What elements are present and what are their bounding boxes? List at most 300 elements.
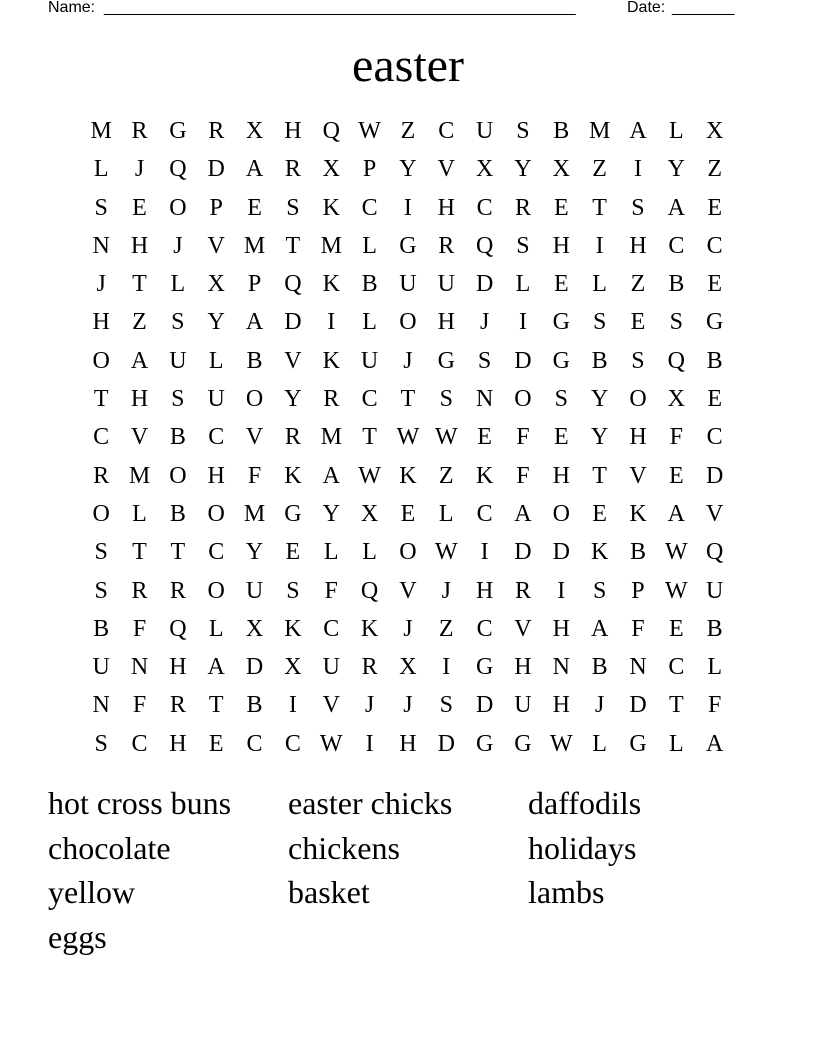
word-list-item: basket — [288, 874, 370, 911]
grid-letter: C — [706, 424, 723, 451]
grid-letter: T — [362, 424, 377, 451]
grid-letter: K — [475, 462, 494, 489]
grid-letter: U — [706, 577, 724, 604]
grid-row — [82, 533, 734, 571]
grid-letter: H — [437, 194, 455, 221]
grid-letter: R — [208, 118, 225, 144]
grid-row — [82, 303, 734, 341]
grid-letter: B — [706, 615, 723, 642]
grid-letter: L — [668, 730, 684, 757]
grid-letter: B — [706, 347, 723, 374]
grid-letter: X — [706, 118, 724, 144]
grid-letter: I — [480, 539, 489, 566]
grid-letter: R — [323, 386, 340, 413]
grid-letter: O — [169, 194, 187, 221]
grid-letter: X — [207, 271, 225, 298]
grid-letter: M — [90, 118, 112, 144]
grid-letter: A — [245, 309, 264, 336]
grid-letter: D — [475, 692, 494, 719]
grid-letter: R — [169, 692, 186, 719]
grid-letter: Q — [169, 156, 187, 183]
grid-letter: A — [667, 194, 685, 221]
grid-letter: L — [592, 730, 607, 757]
grid-letter: G — [169, 118, 187, 144]
grid-letter: Q — [284, 271, 302, 298]
grid-letter: D — [475, 271, 494, 298]
grid-letter: S — [94, 730, 108, 757]
grid-letter: P — [247, 271, 262, 298]
grid-letter: I — [518, 309, 527, 336]
grid-letter: O — [514, 386, 532, 413]
grid-letter: K — [322, 271, 340, 298]
grid-letter: F — [247, 462, 262, 489]
grid-letter: L — [208, 615, 224, 642]
grid-letter: Y — [590, 386, 609, 413]
grid-letter: F — [669, 424, 683, 451]
grid-letter: K — [399, 462, 417, 489]
grid-letter: J — [96, 271, 106, 298]
grid-letter: S — [554, 386, 568, 413]
grid-letter: O — [399, 309, 417, 336]
grid-letter: G — [629, 730, 647, 757]
grid-letter: X — [360, 500, 379, 527]
grid-letter: Z — [630, 271, 646, 298]
grid-letter: E — [132, 194, 147, 221]
grid-letter: T — [132, 271, 147, 298]
grid-letter: X — [284, 654, 302, 681]
grid-letter: A — [667, 500, 685, 527]
grid-letter: D — [514, 347, 532, 374]
grid-letter: N — [130, 654, 149, 681]
grid-letter: K — [360, 615, 379, 642]
grid-letter: T — [285, 232, 301, 259]
grid-letter: T — [400, 386, 416, 413]
grid-row — [82, 227, 734, 265]
grid-letter: X — [322, 156, 340, 183]
grid-letter: H — [514, 654, 532, 681]
grid-letter: Y — [399, 156, 417, 183]
grid-letter: H — [284, 118, 302, 144]
word-list-item: lambs — [528, 874, 605, 911]
grid-letter: U — [322, 654, 340, 681]
grid-letter: H — [552, 692, 570, 719]
grid-letter: L — [592, 271, 607, 298]
grid-letter: J — [364, 692, 375, 719]
grid-letter: V — [399, 577, 417, 604]
grid-letter: B — [629, 539, 646, 566]
grid-letter: Y — [514, 156, 532, 183]
grid-row — [82, 610, 734, 648]
grid-letter: X — [667, 386, 685, 413]
date-label: Date: — [627, 0, 666, 16]
grid-letter: V — [322, 692, 340, 719]
grid-letter: S — [94, 577, 108, 604]
grid-letter: G — [706, 309, 724, 336]
grid-letter: I — [288, 692, 297, 719]
grid-letter: L — [362, 539, 377, 566]
grid-letter: F — [516, 462, 530, 489]
grid-letter: A — [629, 118, 647, 144]
word-list-item: eggs — [48, 919, 107, 956]
grid-letter: W — [549, 730, 573, 757]
grid-letter: Z — [438, 462, 454, 489]
grid-letter: H — [207, 462, 225, 489]
grid-letter: T — [208, 692, 224, 719]
grid-letter: S — [171, 309, 185, 336]
grid-letter: I — [557, 577, 566, 604]
grid-letter: J — [403, 347, 413, 374]
grid-letter: I — [403, 194, 412, 221]
grid-letter: L — [208, 347, 224, 374]
grid-letter: Z — [400, 118, 416, 144]
grid-row — [82, 418, 734, 456]
grid-letter: P — [631, 577, 645, 604]
grid-letter: S — [631, 347, 645, 374]
grid-letter: U — [514, 692, 532, 719]
word-list-item: easter chicks — [288, 785, 453, 821]
grid-letter: K — [322, 347, 340, 374]
word-list-item: daffodils — [528, 785, 642, 821]
grid-letter: C — [706, 232, 723, 259]
grid-letter: P — [362, 156, 377, 183]
grid-letter: S — [439, 386, 453, 413]
grid-letter: S — [669, 309, 683, 336]
grid-letter: N — [552, 654, 570, 681]
grid-letter: E — [707, 386, 722, 413]
grid-letter: H — [629, 424, 647, 451]
grid-letter: G — [552, 347, 570, 374]
grid-letter: S — [631, 194, 645, 221]
grid-letter: Y — [245, 539, 264, 566]
grid-letter: S — [516, 118, 530, 144]
grid-letter: M — [320, 232, 342, 259]
grid-letter: D — [245, 654, 264, 681]
grid-letter: W — [319, 730, 343, 757]
grid-letter: M — [128, 462, 151, 489]
grid-letter: W — [396, 424, 420, 451]
grid-letter: R — [514, 577, 531, 604]
grid-letter: O — [552, 500, 570, 527]
grid-letter: F — [324, 577, 338, 604]
grid-letter: L — [132, 500, 147, 527]
grid-letter: D — [629, 692, 647, 719]
grid-letter: M — [588, 118, 611, 144]
grid-row — [82, 457, 734, 495]
grid-letter: G — [514, 730, 532, 757]
grid-row — [82, 112, 734, 150]
grid-letter: N — [92, 692, 110, 719]
grid-row — [82, 648, 734, 686]
grid-letter: U — [245, 577, 264, 604]
grid-letter: I — [327, 309, 336, 336]
grid-letter: C — [438, 118, 455, 144]
grid-letter: Y — [284, 386, 302, 413]
grid-row — [82, 265, 734, 303]
grid-letter: R — [169, 577, 186, 604]
grid-letter: C — [246, 730, 263, 757]
grid-letter: E — [592, 500, 607, 527]
grid-letter: O — [169, 462, 187, 489]
grid-row — [82, 495, 734, 533]
grid-letter: T — [170, 539, 186, 566]
grid-letter: B — [246, 347, 263, 374]
grid-letter: A — [514, 500, 532, 527]
grid-letter: D — [706, 462, 724, 489]
grid-letter: A — [207, 654, 225, 681]
grid-letter: G — [552, 309, 570, 336]
grid-letter: E — [668, 462, 684, 489]
grid-letter: C — [361, 386, 378, 413]
grid-letter: M — [243, 500, 266, 527]
grid-letter: K — [284, 615, 302, 642]
grid-letter: L — [323, 539, 339, 566]
grid-letter: O — [399, 539, 417, 566]
word-list-item: chocolate — [48, 829, 171, 866]
grid-letter: T — [668, 692, 684, 719]
grid-letter: H — [169, 730, 187, 757]
grid-letter: B — [591, 654, 608, 681]
grid-letter: G — [284, 500, 302, 527]
grid-letter: J — [173, 232, 183, 259]
grid-letter: J — [403, 615, 413, 642]
grid-letter: R — [93, 462, 110, 489]
grid-letter: T — [592, 462, 607, 489]
grid-letter: V — [245, 424, 264, 451]
grid-letter: V — [284, 347, 302, 374]
name-label: Name: — [48, 0, 96, 16]
grid-letter: K — [322, 194, 340, 221]
grid-letter: P — [209, 194, 223, 221]
grid-letter: E — [630, 309, 646, 336]
grid-letter: U — [475, 118, 494, 144]
grid-letter: M — [243, 232, 266, 259]
grid-letter: I — [633, 156, 642, 183]
grid-row — [82, 342, 734, 380]
grid-row — [82, 686, 734, 724]
grid-letter: A — [590, 615, 609, 642]
grid-letter: J — [594, 692, 605, 719]
grid-letter: Z — [592, 156, 607, 183]
grid-letter: U — [360, 347, 379, 374]
grid-letter: I — [365, 730, 374, 757]
grid-letter: G — [437, 347, 455, 374]
grid-letter: H — [437, 309, 455, 336]
grid-letter: W — [434, 424, 458, 451]
grid-letter: X — [245, 118, 264, 144]
grid-letter: H — [130, 386, 149, 413]
grid-letter: T — [93, 386, 109, 413]
grid-letter: U — [169, 347, 187, 374]
grid-letter: C — [476, 500, 493, 527]
grid-letter: L — [362, 232, 377, 259]
page-title: easter — [352, 39, 464, 92]
grid-letter: S — [286, 194, 300, 221]
grid-letter: A — [706, 730, 724, 757]
grid-letter: O — [207, 577, 225, 604]
grid-row — [82, 150, 734, 188]
grid-letter: C — [284, 730, 301, 757]
grid-letter: D — [552, 539, 570, 566]
grid-letter: Q — [667, 347, 685, 374]
grid-letter: H — [552, 232, 570, 259]
grid-letter: F — [516, 424, 530, 451]
grid-letter: O — [207, 500, 225, 527]
grid-letter: X — [475, 156, 494, 183]
grid-letter: V — [437, 156, 455, 183]
grid-letter: N — [629, 654, 647, 681]
grid-letter: Q — [475, 232, 494, 259]
grid-letter: C — [93, 424, 110, 451]
grid-letter: C — [476, 194, 493, 221]
grid-letter: T — [132, 539, 147, 566]
grid-letter: H — [92, 309, 110, 336]
grid-letter: O — [92, 500, 110, 527]
grid-letter: E — [247, 194, 262, 221]
grid-letter: V — [514, 615, 532, 642]
grid-letter: M — [320, 424, 342, 451]
grid-letter: C — [208, 424, 225, 451]
grid-letter: E — [400, 500, 416, 527]
grid-row — [82, 380, 734, 418]
grid-letter: O — [92, 347, 110, 374]
grid-letter: Y — [590, 424, 609, 451]
grid-letter: H — [552, 462, 570, 489]
grid-letter: S — [94, 194, 108, 221]
grid-letter: V — [706, 500, 724, 527]
grid-letter: R — [284, 156, 301, 183]
grid-letter: R — [284, 424, 301, 451]
grid-letter: B — [668, 271, 685, 298]
grid-letter: E — [707, 271, 722, 298]
grid-letter: V — [207, 232, 225, 259]
grid-letter: E — [477, 424, 492, 451]
grid-letter: J — [403, 692, 413, 719]
grid-letter: Y — [322, 500, 340, 527]
grid-letter: B — [591, 347, 608, 374]
grid-letter: B — [361, 271, 378, 298]
grid-letter: L — [93, 156, 109, 183]
grid-letter: J — [479, 309, 490, 336]
grid-letter: S — [592, 309, 607, 336]
grid-letter: Q — [360, 577, 379, 604]
grid-letter: C — [668, 232, 685, 259]
grid-letter: F — [707, 692, 722, 719]
grid-letter: T — [592, 194, 607, 221]
grid-letter: W — [358, 118, 381, 144]
grid-letter: Z — [438, 615, 454, 642]
word-list — [48, 781, 768, 960]
grid-letter: S — [171, 386, 185, 413]
grid-letter: K — [629, 500, 647, 527]
grid-letter: C — [668, 654, 685, 681]
grid-letter: L — [707, 654, 722, 681]
grid-letter: C — [361, 194, 378, 221]
grid-letter: S — [286, 577, 300, 604]
grid-letter: F — [132, 692, 147, 719]
grid-letter: H — [130, 232, 149, 259]
word-list-item: hot cross buns — [48, 785, 232, 821]
grid-letter: X — [245, 615, 264, 642]
grid-letter: Y — [207, 309, 225, 336]
grid-row — [82, 572, 734, 610]
grid-letter: J — [441, 577, 451, 604]
grid-letter: V — [130, 424, 149, 451]
grid-letter: A — [322, 462, 340, 489]
grid-letter: E — [553, 424, 569, 451]
grid-letter: B — [169, 424, 186, 451]
grid-letter: L — [668, 118, 684, 144]
grid-letter: S — [439, 692, 453, 719]
grid-letter: E — [668, 615, 684, 642]
grid-letter: U — [399, 271, 417, 298]
grid-letter: R — [131, 577, 148, 604]
grid-letter: R — [514, 194, 531, 221]
grid-letter: X — [552, 156, 570, 183]
grid-row — [82, 189, 734, 227]
grid-letter: X — [399, 654, 417, 681]
grid-letter: O — [245, 386, 264, 413]
grid-letter: A — [130, 347, 149, 374]
grid-letter: E — [553, 271, 569, 298]
grid-letter: G — [399, 232, 417, 259]
grid-letter: S — [516, 232, 530, 259]
grid-letter: I — [442, 654, 451, 681]
grid-letter: E — [208, 730, 224, 757]
grid-letter: N — [475, 386, 494, 413]
grid-letter: L — [170, 271, 186, 298]
grid-letter: D — [284, 309, 302, 336]
word-list-item: yellow — [48, 874, 136, 911]
grid-letter: B — [246, 692, 263, 719]
grid-letter: N — [92, 232, 110, 259]
grid-letter: U — [207, 386, 225, 413]
grid-row — [82, 725, 734, 763]
grid-letter: G — [475, 654, 494, 681]
grid-letter: L — [362, 309, 377, 336]
grid-letter: F — [132, 615, 147, 642]
grid-letter: H — [169, 654, 187, 681]
grid-letter: Z — [132, 309, 147, 336]
grid-letter: C — [323, 615, 340, 642]
grid-letter: B — [93, 615, 110, 642]
grid-letter: G — [475, 730, 494, 757]
grid-letter: L — [438, 500, 454, 527]
grid-letter: V — [629, 462, 647, 489]
grid-letter: S — [592, 577, 607, 604]
grid-letter: W — [358, 462, 381, 489]
grid-letter: H — [552, 615, 570, 642]
grid-letter: C — [476, 615, 493, 642]
grid-letter: L — [515, 271, 531, 298]
grid-letter: C — [131, 730, 148, 757]
date-blank-line: _______ — [672, 0, 735, 16]
grid-letter: Q — [322, 118, 340, 144]
grid-letter: S — [94, 539, 108, 566]
grid-letter: K — [284, 462, 302, 489]
grid-letter: K — [590, 539, 609, 566]
grid-letter: R — [438, 232, 455, 259]
grid-letter: Q — [169, 615, 187, 642]
grid-letter: U — [437, 271, 455, 298]
grid-letter: D — [207, 156, 225, 183]
grid-letter: H — [629, 232, 647, 259]
grid-letter: D — [514, 539, 532, 566]
grid-letter: Y — [667, 156, 685, 183]
grid-letter: C — [208, 539, 225, 566]
grid-letter: W — [665, 539, 688, 566]
grid-letter: E — [285, 539, 301, 566]
grid-letter: E — [707, 194, 722, 221]
